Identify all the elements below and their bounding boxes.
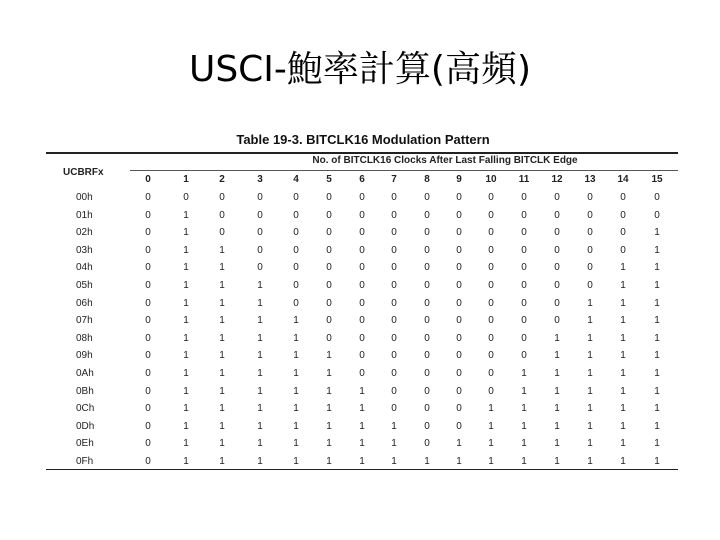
table-cell: 0 xyxy=(521,262,527,273)
table-cell: 0 xyxy=(145,368,151,379)
table-cell: 0 xyxy=(456,421,462,432)
table-cell: 1 xyxy=(257,280,263,291)
table-cell: 1 xyxy=(554,456,560,467)
table-cell: 1 xyxy=(257,438,263,449)
table-cell: 0 xyxy=(554,227,560,238)
table-cell: 1 xyxy=(488,421,494,432)
table-title: Table 19-3. BITCLK16 Modulation Pattern xyxy=(236,132,490,147)
table-cell: 1 xyxy=(183,280,189,291)
table-cell: 0 xyxy=(521,298,527,309)
table-cell: 0 xyxy=(456,245,462,256)
table-cell: 0 xyxy=(145,280,151,291)
table-cell: 0 xyxy=(359,245,365,256)
table-cell: 0 xyxy=(326,333,332,344)
row-label: 09h xyxy=(76,350,93,361)
table-cell: 1 xyxy=(326,386,332,397)
table-cell: 0 xyxy=(293,210,299,221)
table-cell: 1 xyxy=(554,333,560,344)
table-cell: 1 xyxy=(293,438,299,449)
table-cell: 1 xyxy=(654,315,660,326)
table-cell: 0 xyxy=(424,210,430,221)
table-cell: 1 xyxy=(488,438,494,449)
row-label: 03h xyxy=(76,245,93,256)
table-cell: 1 xyxy=(554,368,560,379)
table-cell: 0 xyxy=(391,298,397,309)
table-cell: 1 xyxy=(620,456,626,467)
table-cell: 0 xyxy=(456,315,462,326)
table-cell: 1 xyxy=(654,262,660,273)
table-cell: 0 xyxy=(391,227,397,238)
table-cell: 1 xyxy=(326,403,332,414)
table-cell: 1 xyxy=(293,368,299,379)
column-header: 5 xyxy=(326,174,332,185)
table-cell: 1 xyxy=(654,403,660,414)
table-cell: 0 xyxy=(145,456,151,467)
row-label: 0Eh xyxy=(76,438,94,449)
table-cell: 1 xyxy=(359,386,365,397)
table-cell: 1 xyxy=(554,350,560,361)
table-cell: 0 xyxy=(326,245,332,256)
table-cell: 0 xyxy=(554,298,560,309)
table-cell: 0 xyxy=(391,262,397,273)
table-cell: 0 xyxy=(554,245,560,256)
table-cell: 0 xyxy=(145,350,151,361)
table-cell: 1 xyxy=(183,245,189,256)
table-cell: 0 xyxy=(326,298,332,309)
table-cell: 1 xyxy=(456,456,462,467)
table-cell: 1 xyxy=(257,421,263,432)
table-cell: 1 xyxy=(521,403,527,414)
table-cell: 0 xyxy=(424,298,430,309)
table-cell: 1 xyxy=(391,456,397,467)
table-cell: 0 xyxy=(391,386,397,397)
table-cell: 1 xyxy=(488,403,494,414)
column-header: 14 xyxy=(617,174,629,185)
column-header: 1 xyxy=(183,174,189,185)
table-cell: 1 xyxy=(391,438,397,449)
table-cell: 0 xyxy=(424,262,430,273)
table-cell: 0 xyxy=(145,315,151,326)
table-cell: 1 xyxy=(620,386,626,397)
table-cell: 1 xyxy=(219,421,225,432)
table-cell: 0 xyxy=(183,192,189,203)
table-cell: 0 xyxy=(219,192,225,203)
table-cell: 1 xyxy=(620,315,626,326)
table-cell: 1 xyxy=(587,386,593,397)
table-cell: 0 xyxy=(521,315,527,326)
column-header: 4 xyxy=(293,174,299,185)
table-cell: 0 xyxy=(521,192,527,203)
table-cell: 1 xyxy=(620,333,626,344)
table-cell: 1 xyxy=(391,421,397,432)
table-group-header: No. of BITCLK16 Clocks After Last Falling BITCLK Edge xyxy=(312,155,578,166)
table-cell: 1 xyxy=(183,456,189,467)
table-cell: 1 xyxy=(293,386,299,397)
table-cell: 0 xyxy=(359,210,365,221)
table-cell: 0 xyxy=(359,227,365,238)
column-header: 0 xyxy=(145,174,151,185)
table-cell: 1 xyxy=(654,421,660,432)
table-cell: 0 xyxy=(293,280,299,291)
table-cell: 1 xyxy=(257,333,263,344)
table-cell: 1 xyxy=(488,456,494,467)
table-cell: 0 xyxy=(488,333,494,344)
table-cell: 0 xyxy=(554,210,560,221)
table-cell: 0 xyxy=(359,298,365,309)
table-cell: 1 xyxy=(183,386,189,397)
table-cell: 1 xyxy=(293,315,299,326)
table-cell: 1 xyxy=(521,368,527,379)
table-cell: 1 xyxy=(620,438,626,449)
table-cell: 0 xyxy=(424,245,430,256)
row-label: 02h xyxy=(76,227,93,238)
table-cell: 0 xyxy=(326,227,332,238)
table-cell: 0 xyxy=(145,333,151,344)
table-cell: 0 xyxy=(456,350,462,361)
table-cell: 1 xyxy=(257,350,263,361)
table-cell: 0 xyxy=(456,280,462,291)
table-cell: 1 xyxy=(326,350,332,361)
table-cell: 1 xyxy=(183,210,189,221)
column-header: 7 xyxy=(391,174,397,185)
table-cell: 0 xyxy=(326,262,332,273)
slide-title: USCI-鮑率計算(高頻) xyxy=(188,49,532,90)
table-cell: 1 xyxy=(521,456,527,467)
column-header: 8 xyxy=(424,174,430,185)
table-cell: 0 xyxy=(456,210,462,221)
table-cell: 0 xyxy=(654,192,660,203)
table-cell: 0 xyxy=(456,227,462,238)
table-cell: 1 xyxy=(554,403,560,414)
table-cell: 0 xyxy=(456,298,462,309)
table-cell: 0 xyxy=(488,245,494,256)
table-cell: 1 xyxy=(587,438,593,449)
table-cell: 1 xyxy=(219,403,225,414)
table-cell: 1 xyxy=(219,456,225,467)
row-label: 0Ch xyxy=(76,403,95,414)
table-cell: 1 xyxy=(183,350,189,361)
table-cell: 0 xyxy=(293,227,299,238)
table-cell: 0 xyxy=(456,192,462,203)
table-cell: 0 xyxy=(293,245,299,256)
table-cell: 0 xyxy=(488,262,494,273)
table-cell: 1 xyxy=(587,298,593,309)
table-cell: 1 xyxy=(587,456,593,467)
table-cell: 1 xyxy=(219,333,225,344)
table-cell: 1 xyxy=(654,298,660,309)
table-cell: 1 xyxy=(521,438,527,449)
table-cell: 1 xyxy=(257,298,263,309)
table-cell: 0 xyxy=(257,245,263,256)
table-cell: 1 xyxy=(293,403,299,414)
table-cell: 1 xyxy=(654,456,660,467)
table-cell: 1 xyxy=(183,403,189,414)
table-cell: 0 xyxy=(391,245,397,256)
table-cell: 0 xyxy=(145,298,151,309)
table-cell: 0 xyxy=(359,333,365,344)
table-cell: 1 xyxy=(654,350,660,361)
column-header: 6 xyxy=(359,174,365,185)
table-cell: 0 xyxy=(521,245,527,256)
table-cell: 1 xyxy=(183,298,189,309)
table-cell: 1 xyxy=(654,438,660,449)
table-cell: 0 xyxy=(456,262,462,273)
table-cell: 1 xyxy=(293,456,299,467)
table-cell: 0 xyxy=(391,333,397,344)
table-cell: 1 xyxy=(219,262,225,273)
row-label: 07h xyxy=(76,315,93,326)
table-cell: 1 xyxy=(620,280,626,291)
table-cell: 0 xyxy=(219,227,225,238)
column-header: 10 xyxy=(485,174,497,185)
table-cell: 1 xyxy=(359,421,365,432)
table-cell: 1 xyxy=(219,368,225,379)
table-cell: 0 xyxy=(145,421,151,432)
table-cell: 1 xyxy=(257,315,263,326)
table-cell: 0 xyxy=(554,280,560,291)
table-cell: 0 xyxy=(587,192,593,203)
table-cell: 0 xyxy=(424,386,430,397)
table-cell: 1 xyxy=(219,438,225,449)
table-cell: 0 xyxy=(424,280,430,291)
table-cell: 0 xyxy=(359,368,365,379)
row-label: 0Dh xyxy=(76,421,95,432)
table-cell: 1 xyxy=(183,421,189,432)
table-cell: 0 xyxy=(391,403,397,414)
column-header: 11 xyxy=(518,174,530,185)
table-cell: 0 xyxy=(456,403,462,414)
table-cell: 0 xyxy=(257,262,263,273)
table-cell: 0 xyxy=(293,192,299,203)
table-cell: 1 xyxy=(554,438,560,449)
table-cell: 0 xyxy=(521,333,527,344)
row-label: 04h xyxy=(76,262,93,273)
row-label: 00h xyxy=(76,192,93,203)
column-header: 2 xyxy=(219,174,225,185)
table-cell: 0 xyxy=(554,192,560,203)
table-cell: 1 xyxy=(359,403,365,414)
table-cell: 0 xyxy=(359,262,365,273)
table-cell: 0 xyxy=(391,210,397,221)
table-cell: 0 xyxy=(521,350,527,361)
column-header: 3 xyxy=(257,174,263,185)
table-cell: 0 xyxy=(326,192,332,203)
table-cell: 0 xyxy=(145,192,151,203)
table-cell: 0 xyxy=(326,315,332,326)
table-cell: 0 xyxy=(145,438,151,449)
table-cell: 0 xyxy=(424,368,430,379)
table-bottom-rule xyxy=(46,469,678,470)
table-cell: 0 xyxy=(456,333,462,344)
table-cell: 0 xyxy=(145,403,151,414)
table-cell: 0 xyxy=(620,227,626,238)
table-cell: 0 xyxy=(488,298,494,309)
table-cell: 1 xyxy=(183,438,189,449)
table-cell: 1 xyxy=(587,368,593,379)
table-cell: 0 xyxy=(620,210,626,221)
table-cell: 1 xyxy=(326,421,332,432)
table-cell: 1 xyxy=(219,386,225,397)
table-cell: 0 xyxy=(326,210,332,221)
table-cell: 1 xyxy=(326,368,332,379)
table-cell: 1 xyxy=(183,333,189,344)
row-label: 06h xyxy=(76,298,93,309)
table-cell: 1 xyxy=(183,368,189,379)
table-cell: 0 xyxy=(488,280,494,291)
table-cell: 0 xyxy=(424,421,430,432)
table-cell: 1 xyxy=(521,386,527,397)
table-cell: 0 xyxy=(521,227,527,238)
table-cell: 1 xyxy=(257,386,263,397)
table-cell: 0 xyxy=(521,210,527,221)
table-cell: 0 xyxy=(359,350,365,361)
table-cell: 0 xyxy=(326,280,332,291)
table-cell: 0 xyxy=(587,280,593,291)
table-cell: 0 xyxy=(424,403,430,414)
table-cell: 0 xyxy=(587,227,593,238)
table-cell: 0 xyxy=(488,350,494,361)
table-cell: 0 xyxy=(391,350,397,361)
row-label: 0Fh xyxy=(76,456,94,467)
row-label: 05h xyxy=(76,280,93,291)
table-cell: 0 xyxy=(257,192,263,203)
table-cell: 1 xyxy=(587,350,593,361)
table-cell: 1 xyxy=(654,227,660,238)
table-cell: 0 xyxy=(359,315,365,326)
table-cell: 0 xyxy=(654,210,660,221)
table-cell: 0 xyxy=(554,262,560,273)
table-cell: 0 xyxy=(424,350,430,361)
table-cell: 1 xyxy=(654,368,660,379)
table-cell: 0 xyxy=(424,315,430,326)
row-label: 01h xyxy=(76,210,93,221)
table-cell: 0 xyxy=(587,245,593,256)
table-cell: 0 xyxy=(424,192,430,203)
table-cell: 1 xyxy=(183,262,189,273)
table-cell: 1 xyxy=(219,350,225,361)
table-cell: 1 xyxy=(293,350,299,361)
table-cell: 1 xyxy=(554,421,560,432)
table-cell: 1 xyxy=(326,456,332,467)
row-label: 0Bh xyxy=(76,386,94,397)
table-cell: 0 xyxy=(424,333,430,344)
table-cell: 1 xyxy=(219,298,225,309)
table-cell: 0 xyxy=(587,262,593,273)
table-cell: 1 xyxy=(587,315,593,326)
table-cell: 1 xyxy=(359,456,365,467)
table-cell: 0 xyxy=(257,210,263,221)
table-cell: 1 xyxy=(219,280,225,291)
table-cell: 0 xyxy=(145,386,151,397)
row-label: 0Ah xyxy=(76,368,94,379)
table-cell: 1 xyxy=(219,315,225,326)
table-cell: 0 xyxy=(391,280,397,291)
table-cell: 1 xyxy=(620,403,626,414)
table-cell: 0 xyxy=(145,245,151,256)
table-cell: 0 xyxy=(521,280,527,291)
table-cell: 0 xyxy=(145,227,151,238)
table-cell: 0 xyxy=(293,298,299,309)
column-header: 15 xyxy=(651,174,663,185)
table-top-rule xyxy=(46,152,678,154)
table-cell: 0 xyxy=(620,192,626,203)
table-cell: 0 xyxy=(293,262,299,273)
table-cell: 1 xyxy=(554,386,560,397)
table-cell: 0 xyxy=(456,386,462,397)
table-cell: 1 xyxy=(424,456,430,467)
column-header: 12 xyxy=(551,174,563,185)
table-cell: 0 xyxy=(488,210,494,221)
table-cell: 1 xyxy=(293,421,299,432)
table-cell: 0 xyxy=(391,192,397,203)
table-cell: 0 xyxy=(456,368,462,379)
table-cell: 1 xyxy=(219,245,225,256)
table-cell: 1 xyxy=(587,421,593,432)
table-cell: 0 xyxy=(620,245,626,256)
table-cell: 0 xyxy=(424,438,430,449)
column-header: 9 xyxy=(456,174,462,185)
column-header: 13 xyxy=(584,174,596,185)
table-cell: 0 xyxy=(488,368,494,379)
table-cell: 0 xyxy=(488,227,494,238)
table-cell: 1 xyxy=(654,333,660,344)
table-cell: 1 xyxy=(521,421,527,432)
table-cell: 0 xyxy=(257,227,263,238)
table-cell: 0 xyxy=(391,368,397,379)
table-cell: 1 xyxy=(654,386,660,397)
table-cell: 0 xyxy=(359,280,365,291)
table-cell: 0 xyxy=(488,386,494,397)
table-cell: 1 xyxy=(326,438,332,449)
table-cell: 0 xyxy=(145,262,151,273)
table-cell: 0 xyxy=(488,315,494,326)
table-cell: 1 xyxy=(257,368,263,379)
table-cell: 1 xyxy=(620,298,626,309)
table-cell: 1 xyxy=(620,368,626,379)
table-cell: 0 xyxy=(554,315,560,326)
table-cell: 0 xyxy=(391,315,397,326)
row-header-label: UCBRFx xyxy=(63,167,104,178)
table-cell: 1 xyxy=(293,333,299,344)
row-label: 08h xyxy=(76,333,93,344)
table-cell: 1 xyxy=(257,456,263,467)
table-cell: 0 xyxy=(587,210,593,221)
table-cell: 0 xyxy=(145,210,151,221)
table-cell: 0 xyxy=(488,192,494,203)
group-header-rule xyxy=(130,170,678,171)
table-cell: 1 xyxy=(654,245,660,256)
table-cell: 1 xyxy=(654,280,660,291)
table-cell: 1 xyxy=(620,262,626,273)
table-cell: 1 xyxy=(587,403,593,414)
table-cell: 1 xyxy=(183,315,189,326)
table-cell: 0 xyxy=(219,210,225,221)
table-cell: 1 xyxy=(587,333,593,344)
table-cell: 0 xyxy=(424,227,430,238)
table-cell: 1 xyxy=(620,350,626,361)
table-cell: 1 xyxy=(257,403,263,414)
table-cell: 1 xyxy=(183,227,189,238)
table-cell: 1 xyxy=(620,421,626,432)
table-cell: 0 xyxy=(359,192,365,203)
table-cell: 1 xyxy=(359,438,365,449)
table-cell: 1 xyxy=(456,438,462,449)
